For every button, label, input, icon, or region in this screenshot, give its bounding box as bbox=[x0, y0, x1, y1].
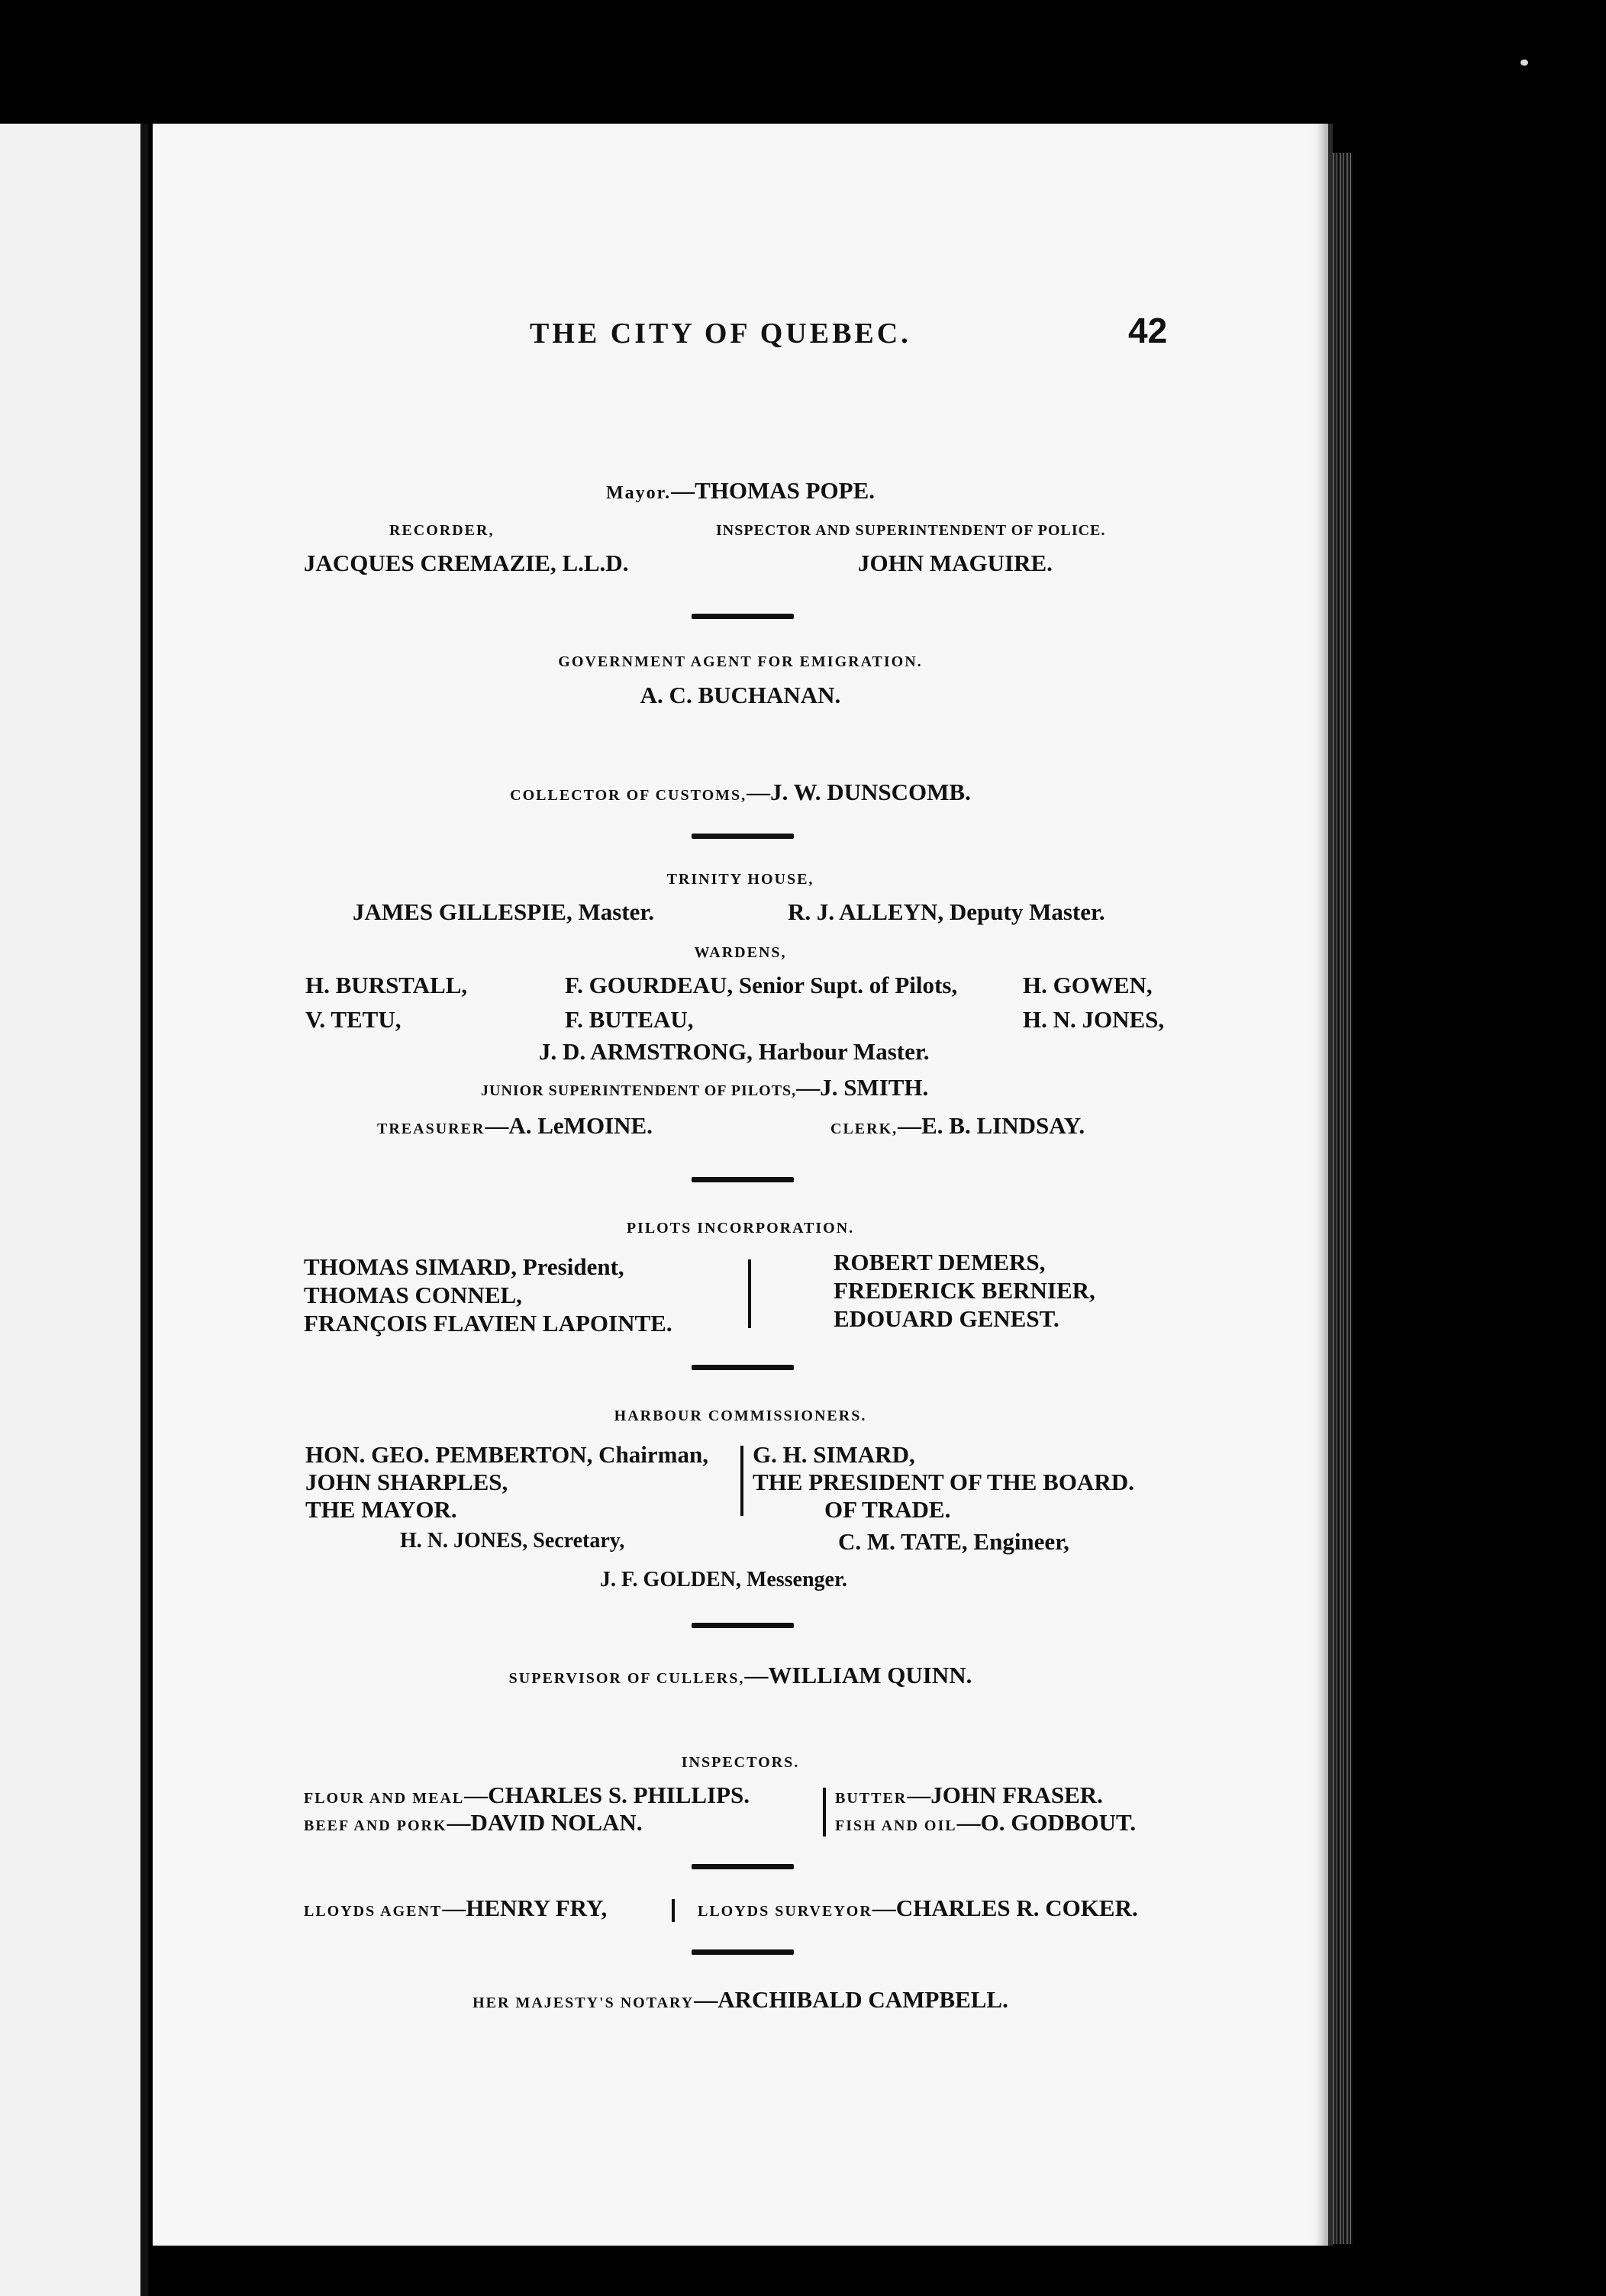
harbour-label: HARBOUR COMMISSIONERS. bbox=[614, 1408, 867, 1424]
harbour-left-3: THE MAYOR. bbox=[305, 1496, 457, 1523]
pilots-right-2: FREDERICK BERNIER, bbox=[834, 1277, 1095, 1304]
column-divider bbox=[672, 1899, 675, 1922]
pilots-label: PILOTS INCORPORATION. bbox=[626, 1220, 855, 1237]
beef-name: —DAVID NOLAN. bbox=[447, 1809, 643, 1836]
harbour-right-2: THE PRESIDENT OF THE BOARD. bbox=[753, 1469, 1134, 1495]
treasurer-label: TREASURER bbox=[377, 1121, 485, 1137]
notary-line bbox=[153, 1986, 1328, 2014]
harbour-secretary: H. N. JONES, Secretary, bbox=[400, 1529, 625, 1553]
junior-label: JUNIOR SUPERINTENDENT OF PILOTS, bbox=[481, 1082, 797, 1099]
junior-superintendent-line bbox=[481, 1074, 928, 1101]
butter-name: —JOHN FRASER. bbox=[907, 1782, 1103, 1808]
emigration-label: GOVERNMENT AGENT FOR EMIGRATION. bbox=[558, 653, 923, 670]
clerk-line bbox=[830, 1112, 1085, 1140]
junior-name: —J. SMITH. bbox=[796, 1074, 929, 1101]
flour-label: FLOUR AND MEAL bbox=[304, 1790, 465, 1807]
fish-label: FISH AND OIL bbox=[835, 1817, 957, 1834]
lloyds-surveyor-line bbox=[698, 1895, 1138, 1922]
beef-label: BEEF AND PORK bbox=[304, 1817, 447, 1834]
lloyds-agent-name: —HENRY FRY, bbox=[442, 1895, 608, 1921]
harbour-left-2: JOHN SHARPLES, bbox=[305, 1469, 508, 1495]
recorder-label: RECORDER, bbox=[389, 522, 495, 539]
police-name: JOHN MAGUIRE. bbox=[858, 550, 1053, 576]
lloyds-surveyor-name: —CHARLES R. COKER. bbox=[872, 1895, 1138, 1921]
section-rule bbox=[692, 1623, 794, 1628]
section-rule bbox=[692, 834, 794, 839]
dust-speck bbox=[1521, 60, 1528, 66]
pilots-right-1: ROBERT DEMERS, bbox=[834, 1249, 1046, 1275]
facing-page-edge bbox=[0, 124, 148, 2296]
lloyds-agent-line bbox=[304, 1895, 607, 1922]
harbour-right-3: OF TRADE. bbox=[824, 1496, 951, 1523]
warden-right-1: H. GOWEN, bbox=[1023, 972, 1153, 998]
warden-mid-1: F. GOURDEAU, Senior Supt. of Pilots, bbox=[565, 972, 958, 998]
section-rule bbox=[692, 614, 794, 619]
pilots-left-3: FRANÇOIS FLAVIEN LAPOINTE. bbox=[304, 1310, 672, 1337]
lloyds-agent-label: LLOYDS AGENT bbox=[304, 1903, 443, 1920]
emigration-name: A. C. BUCHANAN. bbox=[640, 682, 841, 708]
flour-name: —CHARLES S. PHILLIPS. bbox=[464, 1782, 750, 1808]
lloyds-surveyor-label: LLOYDS SURVEYOR bbox=[698, 1903, 872, 1920]
warden-right-2: H. N. JONES, bbox=[1023, 1006, 1165, 1033]
recorder-name: JACQUES CREMAZIE, L.L.D. bbox=[304, 550, 629, 576]
cullers-line bbox=[153, 1662, 1328, 1689]
cullers-label: SUPERVISOR OF CULLERS, bbox=[508, 1670, 745, 1687]
pilots-left-1: THOMAS SIMARD, President, bbox=[304, 1253, 624, 1280]
treasurer-line bbox=[377, 1112, 653, 1140]
harbour-messenger: J. F. GOLDEN, Messenger. bbox=[600, 1568, 847, 1591]
warden-left-1: H. BURSTALL, bbox=[305, 972, 468, 998]
harbour-engineer: C. M. TATE, Engineer, bbox=[838, 1528, 1069, 1555]
notary-name: —ARCHIBALD CAMPBELL. bbox=[694, 1986, 1008, 2013]
cullers-name: —WILLIAM QUINN. bbox=[744, 1662, 972, 1688]
clerk-name: —E. B. LINDSAY. bbox=[898, 1112, 1085, 1139]
warden-mid-2: F. BUTEAU, bbox=[565, 1006, 694, 1033]
mayor-line bbox=[153, 477, 1328, 505]
pilots-left-2: THOMAS CONNEL, bbox=[304, 1282, 522, 1308]
butter-label: BUTTER bbox=[835, 1790, 908, 1807]
fish-line bbox=[835, 1809, 1136, 1836]
harbour-left-1: HON. GEO. PEMBERTON, Chairman, bbox=[305, 1441, 708, 1468]
book-page bbox=[153, 124, 1333, 2246]
section-rule bbox=[692, 1177, 794, 1182]
trinity-deputy: R. J. ALLEYN, Deputy Master. bbox=[788, 898, 1105, 925]
fish-name: —O. GODBOUT. bbox=[956, 1809, 1137, 1836]
trinity-master: JAMES GILLESPIE, Master. bbox=[353, 898, 655, 925]
customs-line bbox=[153, 779, 1328, 806]
harbour-right-1: G. H. SIMARD, bbox=[753, 1441, 915, 1468]
column-divider bbox=[823, 1788, 826, 1836]
page-number: 42 bbox=[1128, 311, 1168, 350]
page-stack-edge bbox=[1333, 153, 1353, 2244]
warden-left-2: V. TETU, bbox=[305, 1006, 402, 1033]
customs-label: COLLECTOR OF CUSTOMS, bbox=[510, 787, 747, 804]
mayor-label: Mayor. bbox=[605, 483, 672, 503]
notary-label: HER MAJESTY'S NOTARY bbox=[472, 1994, 695, 2011]
section-rule bbox=[692, 1949, 794, 1955]
customs-name: —J. W. DUNSCOMB. bbox=[747, 779, 971, 805]
butter-line bbox=[835, 1782, 1103, 1809]
treasurer-name: —A. LeMOINE. bbox=[485, 1112, 653, 1139]
beef-line bbox=[304, 1809, 643, 1836]
flour-line bbox=[304, 1782, 750, 1809]
pilots-right-3: EDOUARD GENEST. bbox=[834, 1305, 1059, 1332]
inspectors-label: INSPECTORS. bbox=[681, 1754, 800, 1771]
section-rule bbox=[692, 1365, 794, 1370]
section-rule bbox=[692, 1864, 794, 1869]
running-title: THE CITY OF QUEBEC. bbox=[530, 318, 911, 350]
column-divider bbox=[740, 1446, 743, 1516]
harbour-master: J. D. ARMSTRONG, Harbour Master. bbox=[539, 1038, 930, 1065]
column-divider bbox=[748, 1259, 751, 1328]
police-label: INSPECTOR AND SUPERINTENDENT OF POLICE. bbox=[716, 522, 1106, 539]
wardens-label: WARDENS, bbox=[694, 944, 787, 961]
trinity-label: TRINITY HOUSE, bbox=[666, 871, 814, 888]
mayor-name: —THOMAS POPE. bbox=[671, 477, 876, 504]
clerk-label: CLERK, bbox=[830, 1121, 898, 1137]
